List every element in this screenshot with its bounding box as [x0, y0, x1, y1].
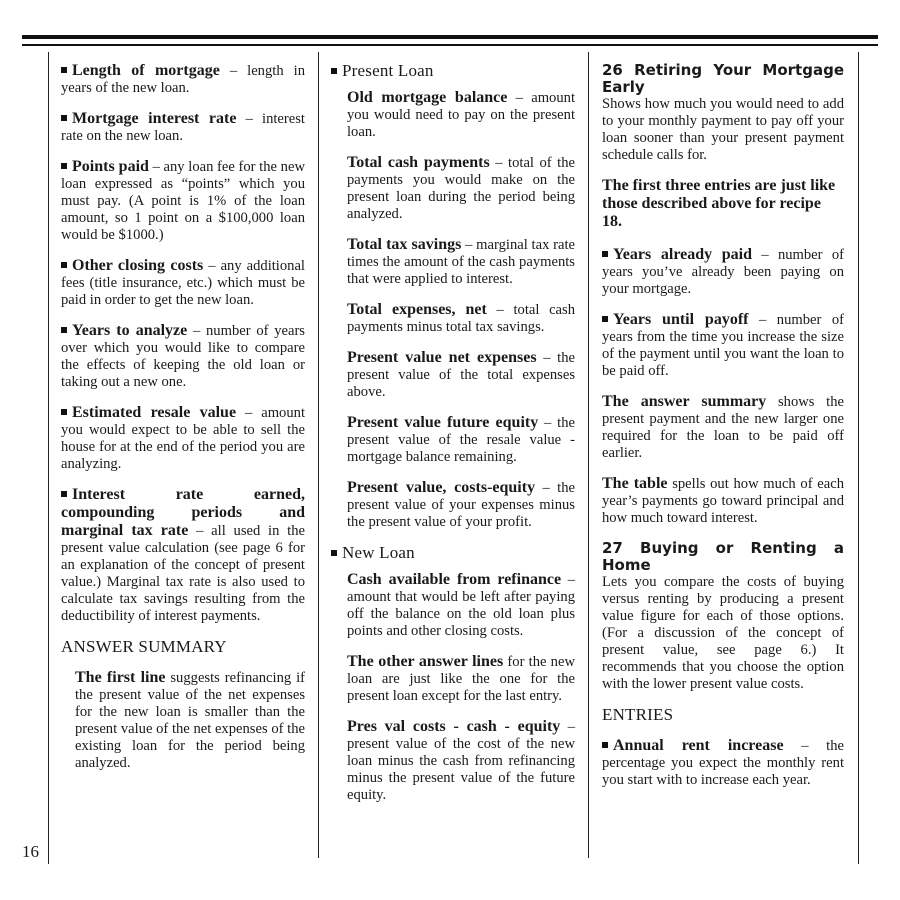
entry-text: – number of years over which you would like to compare the effects of keeping the old loan or taking out a new one. [61, 323, 305, 390]
entry-text: – amount you would expect to be able to sell the house for at the end of the period you are analyzing. [61, 405, 305, 472]
entry-term: Length of mortgage [72, 62, 220, 79]
entry-other-answer-lines [347, 653, 575, 705]
entry-text: – the percentage you expect the monthly rent you start with to increase each year. [602, 738, 844, 788]
entry-years-to-analyze [61, 322, 305, 391]
answer-summary-heading: ANSWER SUMMARY [61, 637, 227, 656]
recipe-27-title: 27 Buying or Renting a Home [602, 539, 844, 574]
entry-text: spells out how much of each year’s payments go toward principal and how much toward interest. [602, 476, 844, 526]
entry-term: Years already paid [613, 246, 753, 263]
top-rule-thin [22, 44, 878, 46]
entry-term: Years to analyze [72, 322, 188, 339]
entry-text: – marginal tax rate times the amount of the cash payments that were applied to interest. [347, 237, 575, 287]
bullet-square-icon [61, 327, 67, 333]
bullet-square-icon [61, 115, 67, 121]
column-divider-1 [318, 52, 319, 858]
entry-text: – total cash payments minus total tax savings. [347, 302, 575, 335]
bullet-square-icon [331, 550, 337, 556]
column-divider-2 [588, 52, 589, 858]
entry-total-cash-payments [347, 154, 575, 223]
entry-term: The table [602, 475, 668, 492]
column-2 [331, 62, 575, 817]
entry-term: Estimated resale value [72, 404, 237, 421]
entry-text: shows the present payment and the new larger one required for the loan to be paid off earlier. [602, 394, 844, 461]
column-1 [61, 62, 305, 785]
entry-years-already-paid [602, 246, 844, 298]
entry-text: – amount that would be left after paying off the balance on the old loan plus points and other closing costs. [347, 572, 575, 639]
new-loan-heading [331, 544, 575, 561]
entry-old-mortgage-balance [347, 89, 575, 141]
entry-text: – present value of the cost of the new loan minus the cash from refinancing minus the present value of the future equity. [347, 719, 575, 803]
recipe-26-intro: Shows how much you would need to add to your monthly payment to pay off your loan sooner than your present payment schedule calls for. [602, 96, 844, 163]
entry-points-paid [61, 158, 305, 244]
entry-term: The answer summary [602, 393, 767, 410]
present-loan-label: Present Loan [342, 61, 434, 80]
entry-text: – number of years you’ve already been paying on your mortgage. [602, 247, 844, 297]
first-three-entries-note: The first three entries are just like those described above for recipe 18. [602, 177, 836, 230]
entry-present-value-costs-equity [347, 479, 575, 531]
column-divider-left [48, 52, 49, 864]
entry-years-until-payoff [602, 311, 844, 380]
entry-text: – amount you would need to pay on the present loan. [347, 90, 575, 140]
entry-answer-summary [602, 393, 844, 462]
bullet-square-icon [331, 68, 337, 74]
top-rule-thick [22, 35, 878, 39]
entry-mortgage-interest-rate [61, 110, 305, 145]
entry-term: Annual rent increase [613, 737, 784, 754]
page-number: 16 [22, 842, 39, 861]
bullet-square-icon [602, 742, 608, 748]
entry-text: – interest rate on the new loan. [61, 111, 305, 144]
entry-term: Total expenses, net [347, 301, 487, 318]
present-loan-heading [331, 62, 575, 79]
column-divider-right [858, 52, 859, 864]
entry-term: Other closing costs [72, 257, 204, 274]
entry-term: Interest rate earned, compounding periods and marginal tax rate [61, 486, 305, 539]
entry-term: Points paid [72, 158, 149, 175]
recipe-26-title: 26 Retiring Your Mortgage Early [602, 61, 844, 96]
entry-present-value-future-equity [347, 414, 575, 466]
entry-term: Present value future equity [347, 414, 539, 431]
entry-annual-rent-increase [602, 737, 844, 789]
entry-the-table [602, 475, 844, 527]
bullet-square-icon [602, 316, 608, 322]
entry-text: suggests refinancing if the present value of the net expenses for the new loan is smaller than the present value of the net expenses of the existing loan for the period being analyzed. [75, 670, 305, 771]
entry-first-line [75, 669, 305, 772]
entry-term: The first line [75, 669, 166, 686]
entry-cash-available-from-refinance [347, 571, 575, 640]
entry-term: Present value net expenses [347, 349, 537, 366]
entry-pres-val-costs-cash-equity [347, 718, 575, 804]
bullet-square-icon [61, 491, 67, 497]
bullet-square-icon [602, 251, 608, 257]
entry-text: – any loan fee for the new loan expressed as “points” which you must pay. (A point is 1% of the loan amount, so 1 point on a $100,000 loan would be $1000.) [61, 159, 305, 243]
entry-text: – the present value of the total expenses above. [347, 350, 575, 400]
entry-term: Present value, costs-equity [347, 479, 536, 496]
column-3 [602, 62, 844, 802]
entry-text: – all used in the present value calculation (see page 6 for an explanation of the concept of present value.) Marginal tax rate is also used to calculate tax savings resulting from the deductibility of interest payments. [61, 523, 305, 624]
entry-term: The other answer lines [347, 653, 504, 670]
entry-total-expenses-net [347, 301, 575, 336]
entry-term: Cash available from refinance [347, 571, 562, 588]
entry-other-closing-costs [61, 257, 305, 309]
entry-term: Mortgage interest rate [72, 110, 237, 127]
entry-total-tax-savings [347, 236, 575, 288]
entry-text: – length in years of the new loan. [61, 63, 305, 96]
entries-heading: ENTRIES [602, 705, 674, 724]
entry-text: – the present value of your expenses minus the present value of your profit. [347, 480, 575, 530]
entry-term: Old mortgage balance [347, 89, 508, 106]
entry-text: – total of the payments you would make on the present loan during the period being analyzed. [347, 155, 575, 222]
entry-term: Total tax savings [347, 236, 462, 253]
entry-text: – any additional fees (title insurance, etc.) which must be paid in order to get the new loan. [61, 258, 305, 308]
new-loan-label: New Loan [342, 543, 415, 562]
entry-estimated-resale-value [61, 404, 305, 473]
entry-text: – number of years from the time you increase the size of the payment until you want the loan to be paid off. [602, 312, 845, 379]
bullet-square-icon [61, 262, 67, 268]
entry-term: Pres val costs - cash - equity [347, 718, 561, 735]
bullet-square-icon [61, 409, 67, 415]
entry-interest-rate-earned [61, 486, 305, 625]
entry-length-of-mortgage [61, 62, 305, 97]
bullet-square-icon [61, 67, 67, 73]
bullet-square-icon [61, 163, 67, 169]
entry-text: for the new loan are just like the one for the present loan except for the last entry. [347, 654, 575, 704]
entry-text: – the present value of the resale value - mortgage balance remaining. [347, 415, 575, 465]
entry-present-value-net-expenses [347, 349, 575, 401]
recipe-27-intro: Lets you compare the costs of buying versus renting by producing a present value figure for each of those options. (For a discussion of the concept of present value, see page 6.) It recommends that you choose the option with the lower present value costs. [602, 574, 844, 692]
entry-term: Total cash payments [347, 154, 490, 171]
entry-term: Years until payoff [613, 311, 749, 328]
